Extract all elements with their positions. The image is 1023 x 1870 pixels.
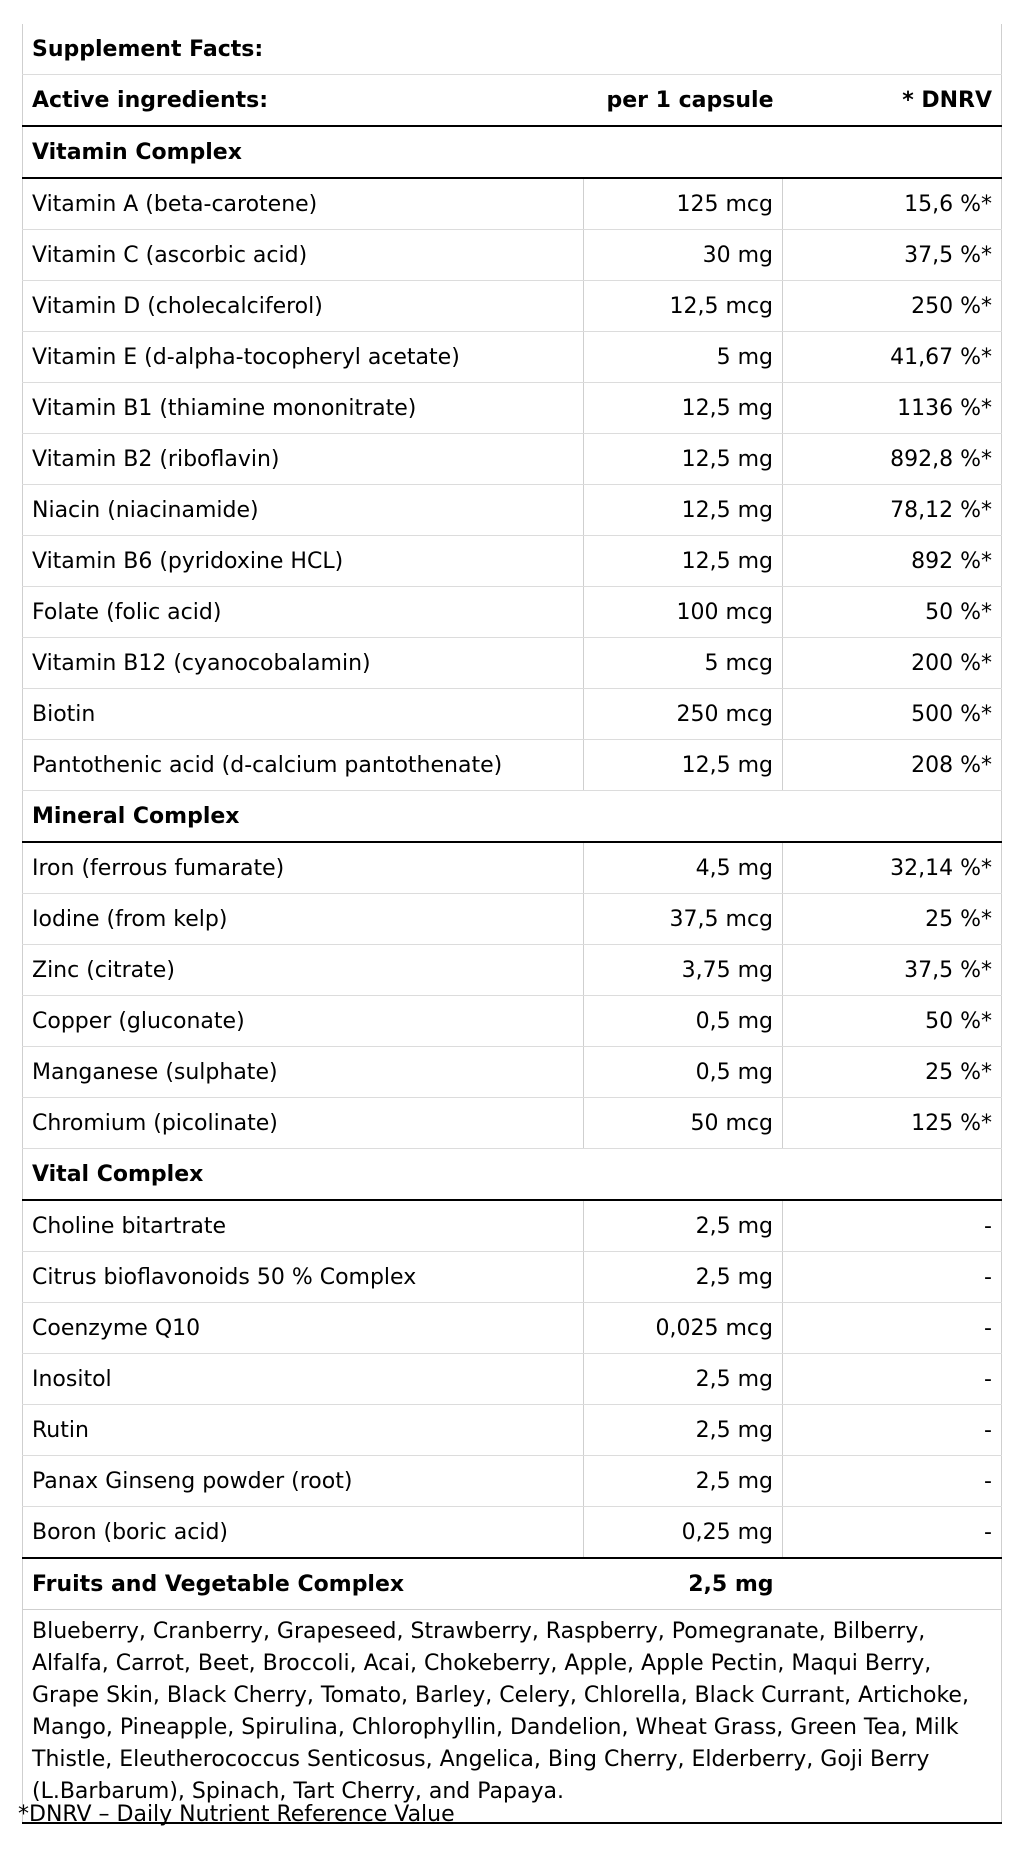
ingredient-amount: 100 mcg	[584, 587, 783, 638]
ingredient-name: Iodine (from kelp)	[23, 894, 584, 945]
ingredient-dnrv: 37,5 %*	[783, 230, 1002, 281]
table-row	[23, 894, 1002, 945]
ingredient-name: Boron (boric acid)	[23, 1507, 584, 1559]
table-row	[23, 434, 1002, 485]
ingredient-amount: 5 mg	[584, 332, 783, 383]
table-row	[23, 689, 1002, 740]
ingredient-dnrv: 78,12 %*	[783, 485, 1002, 536]
ingredient-name: Choline bitartrate	[23, 1200, 584, 1252]
fruits-list-row	[23, 1610, 1002, 1824]
header-dnrv: * DNRV	[783, 75, 1002, 127]
title-empty-cell	[783, 24, 1002, 75]
ingredient-dnrv: -	[783, 1456, 1002, 1507]
ingredient-dnrv: -	[783, 1507, 1002, 1559]
ingredient-name: Vitamin A (beta-carotene)	[23, 178, 584, 230]
mineral-section-title: Mineral Complex	[23, 791, 783, 843]
ingredient-name: Citrus bioflavonoids 50 % Complex	[23, 1252, 584, 1303]
table-row	[23, 1252, 1002, 1303]
ingredient-dnrv: 41,67 %*	[783, 332, 1002, 383]
vitamin-section-title: Vitamin Complex	[23, 126, 783, 178]
ingredient-dnrv: 250 %*	[783, 281, 1002, 332]
table-row	[23, 281, 1002, 332]
ingredient-dnrv: 1136 %*	[783, 383, 1002, 434]
ingredient-name: Manganese (sulphate)	[23, 1047, 584, 1098]
ingredient-amount: 4,5 mg	[584, 842, 783, 894]
ingredient-name: Inositol	[23, 1354, 584, 1405]
ingredient-dnrv: -	[783, 1200, 1002, 1252]
ingredient-dnrv: 208 %*	[783, 740, 1002, 791]
table-row	[23, 740, 1002, 791]
ingredient-name: Pantothenic acid (d-calcium pantothenate)	[23, 740, 584, 791]
header-row	[23, 75, 1002, 127]
ingredient-dnrv: 25 %*	[783, 1047, 1002, 1098]
ingredient-dnrv: 125 %*	[783, 1098, 1002, 1149]
header-per-capsule: per 1 capsule	[584, 75, 783, 127]
table-row	[23, 332, 1002, 383]
ingredient-name: Chromium (picolinate)	[23, 1098, 584, 1149]
table-row	[23, 1303, 1002, 1354]
table-row	[23, 230, 1002, 281]
vital-section-header	[23, 1149, 1002, 1201]
vitamin-section-header	[23, 126, 1002, 178]
table-row	[23, 178, 1002, 230]
fruits-section-header	[23, 1558, 1002, 1610]
ingredient-amount: 125 mcg	[584, 178, 783, 230]
table-row	[23, 1098, 1002, 1149]
ingredient-name: Biotin	[23, 689, 584, 740]
supplement-facts-table	[22, 24, 1002, 1824]
ingredient-amount: 12,5 mg	[584, 434, 783, 485]
table-row	[23, 842, 1002, 894]
table-row	[23, 1047, 1002, 1098]
footnote: *DNRV – Daily Nutrient Reference Value	[18, 1802, 455, 1827]
ingredient-name: Vitamin B2 (riboflavin)	[23, 434, 584, 485]
table-row	[23, 1456, 1002, 1507]
section-empty-cell	[783, 791, 1002, 843]
mineral-section-header	[23, 791, 1002, 843]
ingredient-name: Rutin	[23, 1405, 584, 1456]
ingredient-amount: 0,025 mcg	[584, 1303, 783, 1354]
table-row	[23, 1405, 1002, 1456]
ingredient-dnrv: 37,5 %*	[783, 945, 1002, 996]
ingredient-dnrv: 32,14 %*	[783, 842, 1002, 894]
ingredient-name: Iron (ferrous fumarate)	[23, 842, 584, 894]
supplement-facts-sheet	[22, 24, 1001, 1824]
ingredient-dnrv: -	[783, 1252, 1002, 1303]
ingredient-name: Vitamin C (ascorbic acid)	[23, 230, 584, 281]
fruits-list: Blueberry, Cranberry, Grapeseed, Strawberry, Raspberry, Pomegranate, Bilberry, Alfalfa, Carrot, Beet, Broccoli, Acai, Chokeberry, Apple, Apple Pectin, Maqui Berry, Grape Skin, Black Cherry, Tomato, Barley, Celery, Chlorella, Black Currant, Artichoke, Mango, Pineapple, Spirulina, Chlorophyllin, Dandelion, Wheat Grass, Green Tea, Milk Thistle, Eleutherococcus Senticosus, Angelica, Bing Cherry, Elderberry, Goji Berry (L.Barbarum), Spinach, Tart Cherry, and Papaya.	[23, 1610, 1002, 1824]
table-row	[23, 383, 1002, 434]
ingredient-amount: 250 mcg	[584, 689, 783, 740]
ingredient-dnrv: -	[783, 1303, 1002, 1354]
table-row	[23, 1354, 1002, 1405]
section-empty-cell	[783, 1149, 1002, 1201]
ingredient-name: Vitamin E (d-alpha-tocopheryl acetate)	[23, 332, 584, 383]
ingredient-dnrv: 892,8 %*	[783, 434, 1002, 485]
ingredient-dnrv: 50 %*	[783, 587, 1002, 638]
fruits-section-amount: 2,5 mg	[584, 1558, 783, 1610]
ingredient-amount: 12,5 mg	[584, 740, 783, 791]
table-row	[23, 996, 1002, 1047]
ingredient-name: Coenzyme Q10	[23, 1303, 584, 1354]
header-ingredients: Active ingredients:	[23, 75, 584, 127]
ingredient-name: Vitamin D (cholecalciferol)	[23, 281, 584, 332]
ingredient-name: Copper (gluconate)	[23, 996, 584, 1047]
ingredient-amount: 37,5 mcg	[584, 894, 783, 945]
fruits-section-title: Fruits and Vegetable Complex	[23, 1558, 584, 1610]
fruits-empty-cell	[783, 1558, 1002, 1610]
table-row	[23, 536, 1002, 587]
ingredient-amount: 2,5 mg	[584, 1405, 783, 1456]
ingredient-amount: 3,75 mg	[584, 945, 783, 996]
ingredient-dnrv: 500 %*	[783, 689, 1002, 740]
ingredient-amount: 0,5 mg	[584, 996, 783, 1047]
table-row	[23, 485, 1002, 536]
ingredient-name: Vitamin B1 (thiamine mononitrate)	[23, 383, 584, 434]
ingredient-amount: 2,5 mg	[584, 1200, 783, 1252]
ingredient-dnrv: -	[783, 1405, 1002, 1456]
ingredient-amount: 30 mg	[584, 230, 783, 281]
ingredient-amount: 12,5 mcg	[584, 281, 783, 332]
ingredient-name: Panax Ginseng powder (root)	[23, 1456, 584, 1507]
ingredient-dnrv: -	[783, 1354, 1002, 1405]
ingredient-dnrv: 50 %*	[783, 996, 1002, 1047]
ingredient-amount: 12,5 mg	[584, 383, 783, 434]
vital-section-title: Vital Complex	[23, 1149, 783, 1201]
table-row	[23, 1507, 1002, 1559]
ingredient-amount: 0,25 mg	[584, 1507, 783, 1559]
table-title: Supplement Facts:	[23, 24, 783, 75]
ingredient-dnrv: 892 %*	[783, 536, 1002, 587]
table-row	[23, 587, 1002, 638]
ingredient-dnrv: 200 %*	[783, 638, 1002, 689]
table-row	[23, 638, 1002, 689]
ingredient-amount: 0,5 mg	[584, 1047, 783, 1098]
ingredient-amount: 2,5 mg	[584, 1252, 783, 1303]
ingredient-amount: 12,5 mg	[584, 536, 783, 587]
ingredient-amount: 2,5 mg	[584, 1456, 783, 1507]
ingredient-name: Folate (folic acid)	[23, 587, 584, 638]
ingredient-name: Vitamin B12 (cyanocobalamin)	[23, 638, 584, 689]
ingredient-amount: 2,5 mg	[584, 1354, 783, 1405]
title-row	[23, 24, 1002, 75]
ingredient-name: Vitamin B6 (pyridoxine HCL)	[23, 536, 584, 587]
ingredient-amount: 50 mcg	[584, 1098, 783, 1149]
section-empty-cell	[783, 126, 1002, 178]
ingredient-name: Zinc (citrate)	[23, 945, 584, 996]
ingredient-dnrv: 25 %*	[783, 894, 1002, 945]
ingredient-name: Niacin (niacinamide)	[23, 485, 584, 536]
ingredient-dnrv: 15,6 %*	[783, 178, 1002, 230]
ingredient-amount: 12,5 mg	[584, 485, 783, 536]
table-row	[23, 945, 1002, 996]
ingredient-amount: 5 mcg	[584, 638, 783, 689]
table-row	[23, 1200, 1002, 1252]
